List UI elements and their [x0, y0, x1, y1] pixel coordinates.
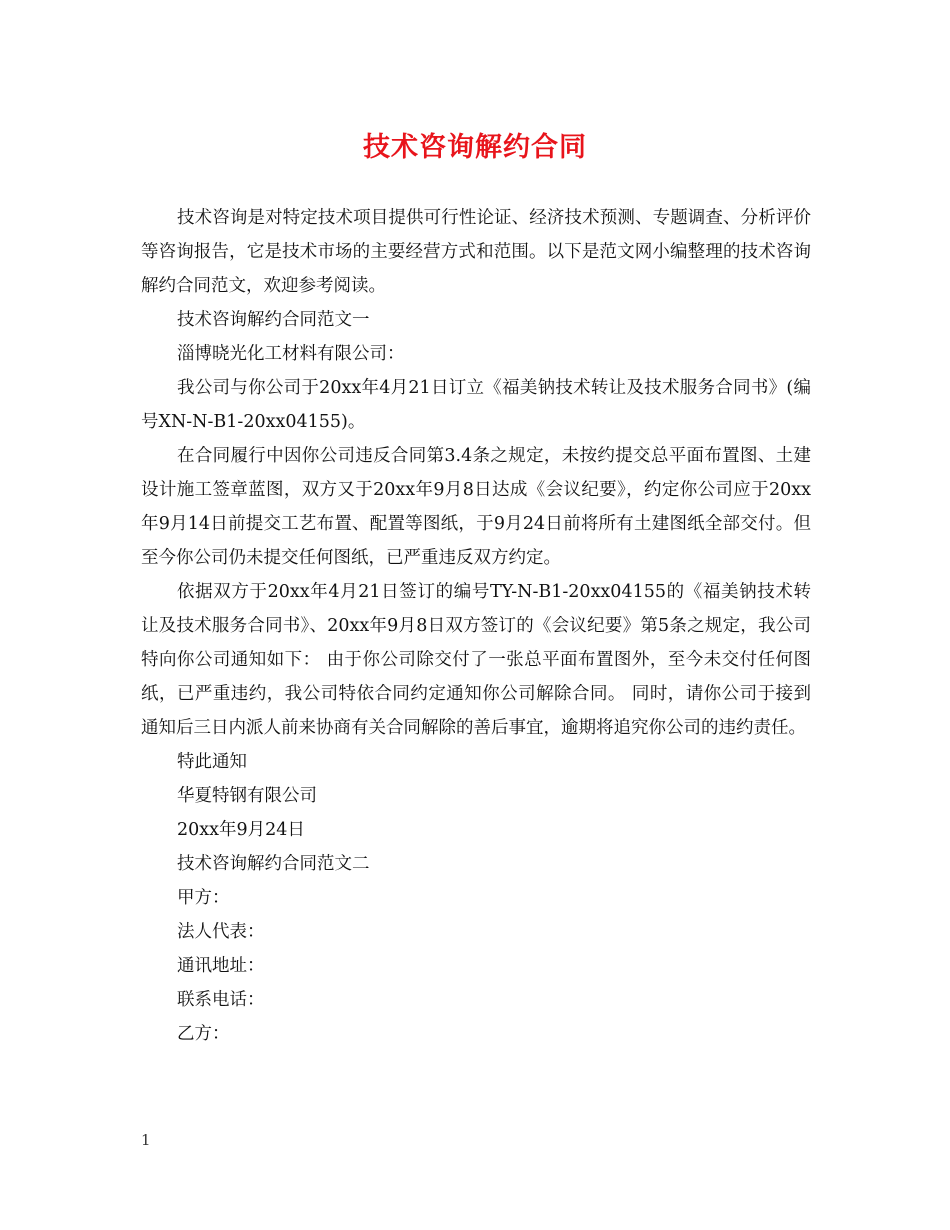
- legal-representative-field: 法人代表：: [177, 922, 265, 942]
- recipient-company: 淄博晓光化工材料有限公司：: [177, 344, 405, 364]
- termination-paragraph: 依据双方于20xx年4月21日签订的编号TY-N-B1-20xx04155的《福美钠技术转让及技术服务合同书》、20xx年9月8日双方签订的《会议纪要》第5条之规定，我公司特向你公司通知如下： 由于你公司除交付了一张总平面布置图外，至今未交付任何图纸，已严重违约，我公司特依合同约定通知你公司解除合同。 同时，请你公司于接到通知后三日内派人前来协商有关合同解除的善后事宜，逾期将追究你公司的违约责任。: [141, 582, 811, 738]
- notice-closing: 特此通知: [177, 752, 247, 772]
- party-b-field: 乙方：: [177, 1024, 230, 1044]
- notice-date: 20xx年9月24日: [177, 820, 305, 840]
- mailing-address-field: 通讯地址：: [177, 956, 265, 976]
- page-number: 1: [141, 1131, 151, 1149]
- breach-paragraph: 在合同履行中因你公司违反合同第3.4条之规定，未按约提交总平面布置图、土建设计施工签章蓝图，双方又于20xx年9月8日达成《会议纪要》，约定你公司应于20xx年9月14日前提交工艺布置、配置等图纸，于9月24日前将所有土建图纸全部交付。但至今你公司仍未提交任何图纸，已严重违反双方约定。: [141, 446, 811, 568]
- sender-company: 华夏特钢有限公司: [177, 786, 317, 806]
- party-a-field: 甲方：: [177, 888, 230, 908]
- intro-paragraph: 技术咨询是对特定技术项目提供可行性论证、经济技术预测、专题调查、分析评价等咨询报告，它是技术市场的主要经营方式和范围。以下是范文网小编整理的技术咨询解约合同范文，欢迎参考阅读。: [141, 208, 811, 296]
- document-title: 技术咨询解约合同: [363, 132, 587, 163]
- document-body: [141, 201, 811, 1051]
- contact-phone-field: 联系电话：: [177, 990, 265, 1010]
- contract-reference-paragraph: 我公司与你公司于20xx年4月21日订立《福美钠技术转让及技术服务合同书》(编号XN-N-B1-20xx04155)。: [141, 378, 811, 432]
- sample-two-heading: 技术咨询解约合同范文二: [177, 854, 370, 874]
- sample-one-heading: 技术咨询解约合同范文一: [177, 310, 370, 330]
